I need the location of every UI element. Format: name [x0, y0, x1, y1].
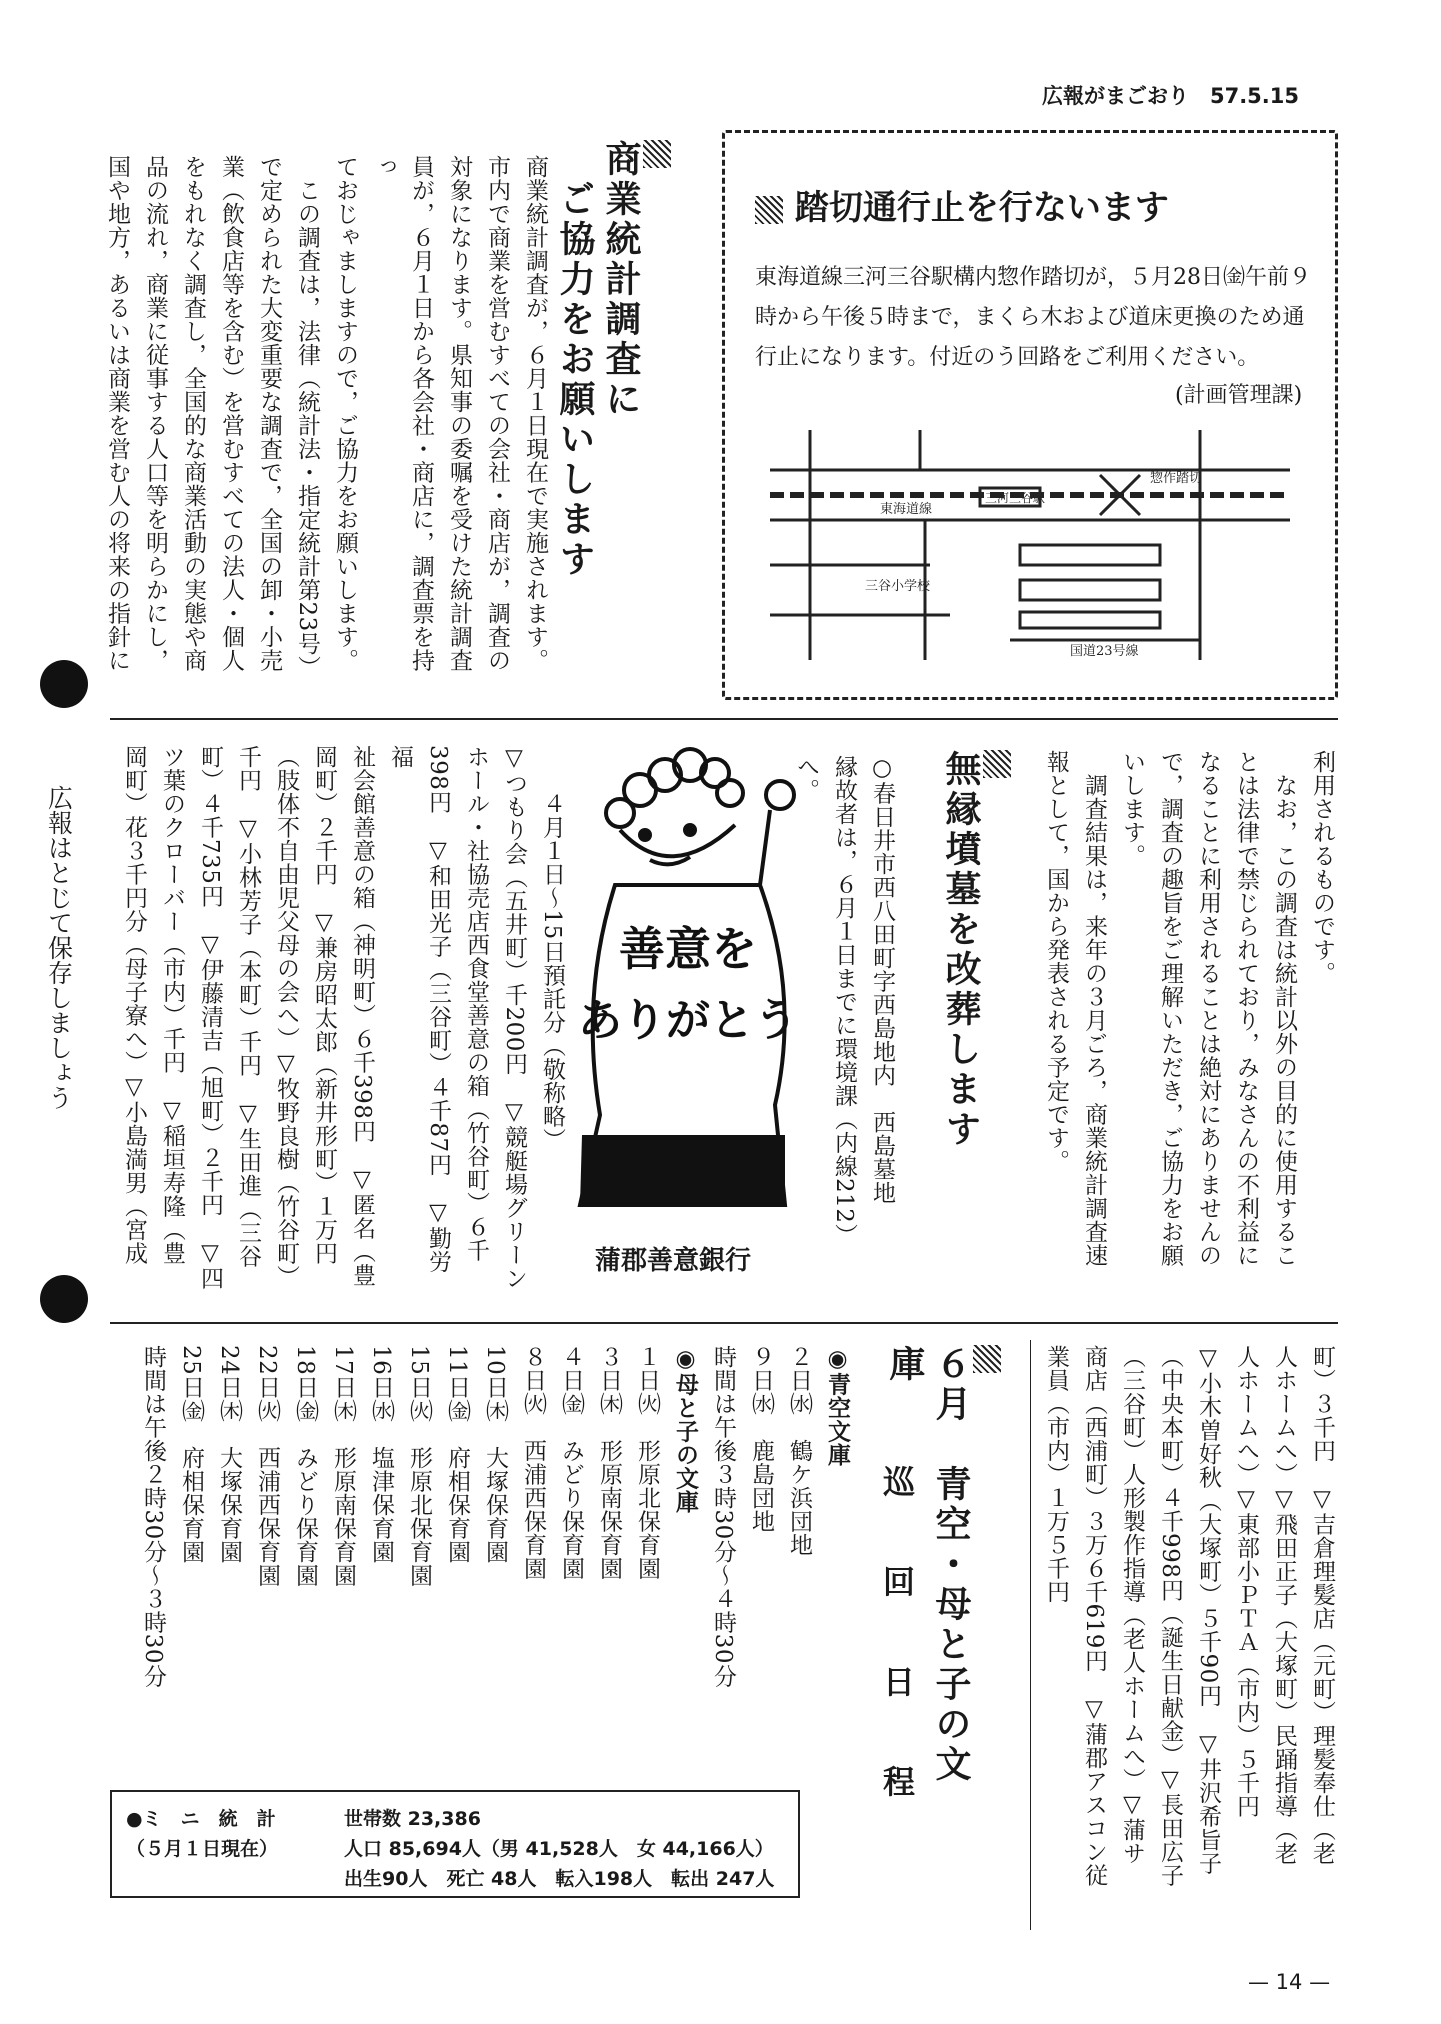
- goodwill-figure: [560, 735, 815, 1230]
- keep-note: 広報はとじて保存しましょう: [44, 785, 74, 1110]
- map-station-label: 三河三谷駅: [985, 491, 1046, 505]
- mini-stats-label: ●ミ ニ 統 計: [126, 1808, 276, 1830]
- crossing-map-svg: [770, 430, 1290, 660]
- grave-notice-heading: 無縁墳墓を改葬します: [937, 750, 1011, 1230]
- crossing-map: [770, 430, 1290, 660]
- library-schedule: ◉青空文庫 ２日㈬ 鶴ケ浜団地 ９日㈬ 鹿島団地 時間は午後３時30分〜４時30分 ◉母と子の文庫 １日㈫ 形原北保育園 ３日㈭ 形原南保育園 ４日㈮ みどり保育園 ８日㈫ 西浦西保育園 10日㈭ 大塚保育園 11日㈮ 府相保育園 15日㈫ 形原北保育園 16日㈬ 塩津保育園 17日㈭ 形原南保育園 18日㈮ みどり保育園 22日㈫ 西浦西保育園 24日㈭ 大塚保育園 25日㈮ 府相保育園 時間は午後２時30分〜３時30分: [134, 1345, 856, 1785]
- railroad-notice-body: 東海道線三河三谷駅構内惣作踏切が，５月28日㈮午前９時から午後５時まで，まくら木および道床更換のため通行止になります。付近のう回路をご利用ください。: [755, 265, 1311, 370]
- goodwill-text-1: 善意を: [619, 922, 757, 976]
- commerce-survey-body: 商業統計調査が，６月１日現在で実施されます。 市内で商業を営むすべての会社・商店が，調査の 対象になります。県知事の委嘱を受けた統計調査 員が，６月１日から各会社・商店に，調査票を持っ ておじゃましますので，ご協力をお願いします。 この調査は，法律（統計法・指定統計第23号） で定められた大変重要な調査で，全国の卸・小売 業（飲食店等を含む）を営むすべての法人・個人 をもれなく調査し，全国的な商業活動の実態や商 品の流れ，商業に従事する人口等を明らかにし， 国や地方，あるいは商業を営む人の将来の指針に: [104, 155, 548, 679]
- mini-stats-population: 人口 85,694人（男 41,528人 女 44,166人）: [344, 1838, 774, 1860]
- library-subtitle: 巡 回 日 程: [878, 1465, 916, 1815]
- hahako-label: ◉母と子の文庫: [672, 1345, 699, 1514]
- publication-header: 広報がまごおり 57.5.15: [1041, 84, 1299, 108]
- mini-stats-date: （５月１日現在）: [126, 1838, 279, 1860]
- railroad-notice-title: 踏切通行止を行ないます: [755, 180, 1169, 229]
- goodwill-text-2: ありがとう: [578, 995, 798, 1046]
- map-school-label: 三谷小学校: [865, 579, 931, 594]
- heading-hatch-icon: [755, 196, 783, 224]
- mini-stats-households: 世帯数 23,386: [344, 1808, 481, 1830]
- railroad-notice-dept: (計画管理課): [1175, 383, 1303, 408]
- heading-hatch-icon: [983, 750, 1011, 778]
- punch-hole: [40, 660, 88, 708]
- section-divider: [110, 1322, 1338, 1324]
- goodwill-illustration: [560, 735, 815, 1230]
- library-heading: ６月 青空・母と子の文庫: [881, 1345, 1001, 1795]
- map-route-label: 国道23号線: [1070, 644, 1139, 659]
- punch-hole: [40, 1275, 88, 1323]
- aozora-label: ◉青空文庫: [824, 1345, 851, 1467]
- commerce-survey-continued: 利用されるものです。 なお，この調査は統計以外の目的に使用するこ とは法律で禁じられており，みなさんの不利益に なることに利用されることは絶対にありませんの で，調査の趣旨をご理解いただき，ご協力をお願 いします。 調査結果は，来年の３月ごろ，商業統計調査速 報として，国から発表される予定です。: [1043, 750, 1335, 1267]
- goodwill-donation-list: ４月１日〜15日預託分（敬称略） ▽つもり会（五井町）千200円 ▽競艇場グリーン ホール・社協売店西食堂善意の箱（竹谷町）６千 398円 ▽和田光子（三谷町）４千87円 ▽勤労福 祉会館善意の箱（神明町）６千398円 ▽匿名（豊 岡町）２千円 ▽兼房昭太郎（新井形町）１万円 （肢体不自由児父母の会へ）▽牧野良樹（竹谷町） 千円 ▽小林芳子（本町）千円 ▽生田進（三谷 町）４千735円 ▽伊藤清吉（旭町）２千円 ▽四 ツ葉のクローバー（市内）千円 ▽稲垣寿隆（豊 岡町）花３千円分（母子寮へ）▽小島満男（宮成: [121, 745, 565, 1290]
- mini-stats-box: [110, 1790, 800, 1898]
- column-divider: [1030, 1340, 1031, 1930]
- section-divider: [110, 718, 1338, 720]
- heading-hatch-icon: [643, 140, 671, 168]
- goodwill-donation-continued: 町）３千円 ▽吉倉理髪店（元町）理髪奉仕（老 人ホームへ）▽飛田正子（大塚町）民踊指導（老 人ホームへ）▽東部小ＰＴＡ（市内）５千円 ▽小木曽好秋（大塚町）５千90円 ▽井沢希旨子 （中央本町）４千998円（誕生日献金）▽長田広子 （三谷町）人形製作指導（老人ホームへ）▽蒲サ 商店（西浦町）３万６千619円 ▽蒲郡アスコン従 業員（市内）１万５千円: [1043, 1345, 1335, 1887]
- page-number: — 14 —: [1248, 1970, 1331, 1994]
- goodwill-caption: 蒲郡善意銀行: [595, 1246, 752, 1276]
- grave-notice-body: ○春日井市西八田町字西島地内 西島墓地 縁故者は，６月１日までに環境課（内線212）へ。: [793, 755, 895, 1247]
- map-line-label: 東海道線: [880, 502, 933, 517]
- commerce-survey-heading: 商業統計調査に ご協力をお願いします: [551, 140, 671, 660]
- heading-hatch-icon: [973, 1345, 1001, 1373]
- map-crossing-label: 惣作踏切: [1150, 471, 1203, 486]
- mini-stats-movement: 出生90人 死亡 48人 転入198人 転出 247人: [344, 1868, 775, 1890]
